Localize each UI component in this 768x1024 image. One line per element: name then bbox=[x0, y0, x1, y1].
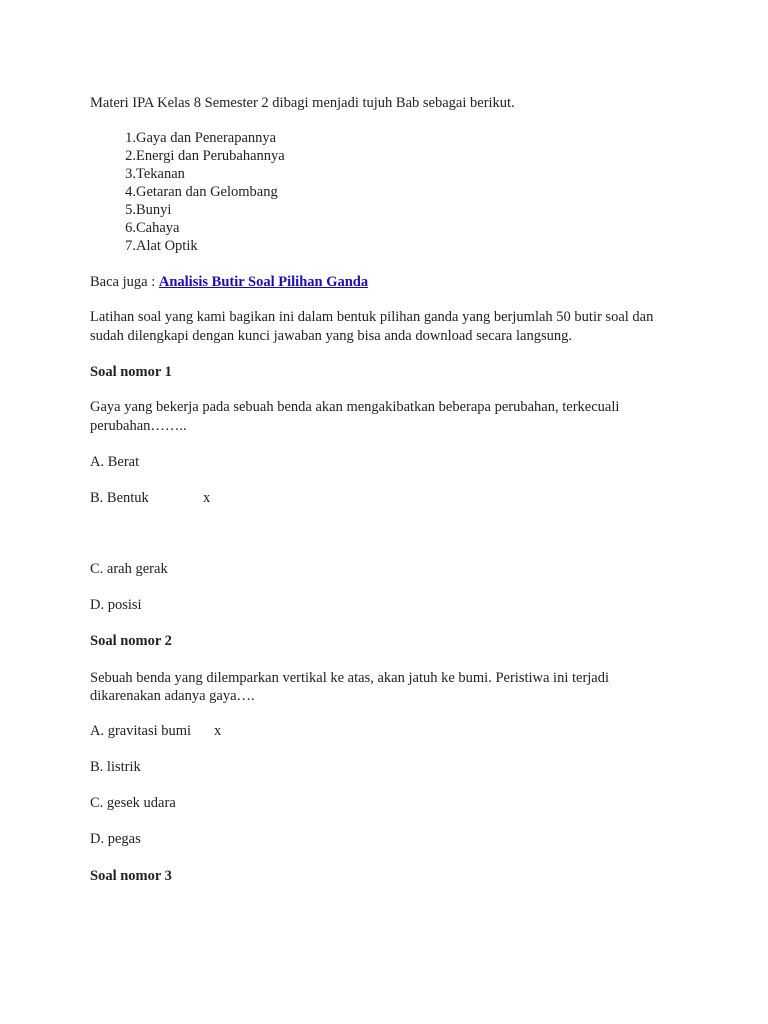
list-number: 2. bbox=[125, 148, 136, 164]
question-1-heading: Soal nomor 1 bbox=[90, 364, 172, 380]
list-item bbox=[90, 147, 285, 165]
question-1-text-line-1: Gaya yang bekerja pada sebuah benda akan mengakibatkan beberapa perubahan, terkecuali bbox=[90, 399, 620, 415]
list-item bbox=[90, 183, 278, 201]
question-1-option-d: D. posisi bbox=[90, 597, 142, 613]
list-label: Cahaya bbox=[136, 220, 180, 236]
list-label: Alat Optik bbox=[136, 238, 198, 254]
question-1-option-a: A. Berat bbox=[90, 454, 140, 470]
read-also-link[interactable]: Analisis Butir Soal Pilihan Ganda bbox=[158, 274, 369, 290]
question-2-option-c: C. gesek udara bbox=[90, 795, 176, 811]
list-number: 5. bbox=[125, 202, 136, 218]
answer-mark: x bbox=[214, 723, 222, 739]
description-line-1: Latihan soal yang kami bagikan ini dalam bentuk pilihan ganda yang berjumlah 50 butir soal dan bbox=[90, 309, 654, 325]
list-number: 6. bbox=[125, 220, 136, 236]
question-2-text-line-2: dikarenakan adanya gaya…. bbox=[90, 688, 255, 704]
list-number: 1. bbox=[125, 130, 136, 146]
question-1-option-b bbox=[90, 489, 211, 507]
option-text: A. gravitasi bumi bbox=[90, 723, 192, 739]
question-2-option-d: D. pegas bbox=[90, 831, 141, 847]
description-line-2: sudah dilengkapi dengan kunci jawaban yang bisa anda download secara langsung. bbox=[90, 328, 572, 344]
question-1-option-c: C. arah gerak bbox=[90, 561, 168, 577]
answer-mark: x bbox=[203, 490, 211, 506]
list-item bbox=[90, 201, 172, 219]
topic-list bbox=[90, 129, 285, 255]
list-item bbox=[90, 129, 277, 147]
list-item bbox=[90, 165, 185, 183]
question-2-option-b: B. listrik bbox=[90, 759, 141, 775]
intro-text: Materi IPA Kelas 8 Semester 2 dibagi menjadi tujuh Bab sebagai berikut. bbox=[90, 95, 515, 111]
question-2-heading: Soal nomor 2 bbox=[90, 633, 172, 649]
list-item bbox=[90, 219, 180, 237]
list-number: 4. bbox=[125, 184, 136, 200]
read-also-prefix: Baca juga : bbox=[90, 274, 159, 290]
question-1-text-line-2: perubahan…….. bbox=[90, 418, 187, 434]
list-number: 3. bbox=[125, 166, 136, 182]
list-label: Getaran dan Gelombang bbox=[136, 184, 278, 200]
list-label: Bunyi bbox=[136, 202, 172, 218]
list-number: 7. bbox=[125, 238, 136, 254]
list-label: Energi dan Perubahannya bbox=[136, 148, 285, 164]
option-text: B. Bentuk bbox=[90, 490, 149, 506]
list-label: Gaya dan Penerapannya bbox=[136, 130, 277, 146]
question-2-option-a bbox=[90, 722, 222, 740]
question-2-text-line-1: Sebuah benda yang dilemparkan vertikal ke atas, akan jatuh ke bumi. Peristiwa ini terjadi bbox=[90, 670, 610, 686]
list-item bbox=[90, 237, 198, 255]
question-3-heading: Soal nomor 3 bbox=[90, 868, 172, 884]
read-also bbox=[90, 273, 368, 291]
list-label: Tekanan bbox=[136, 166, 185, 182]
